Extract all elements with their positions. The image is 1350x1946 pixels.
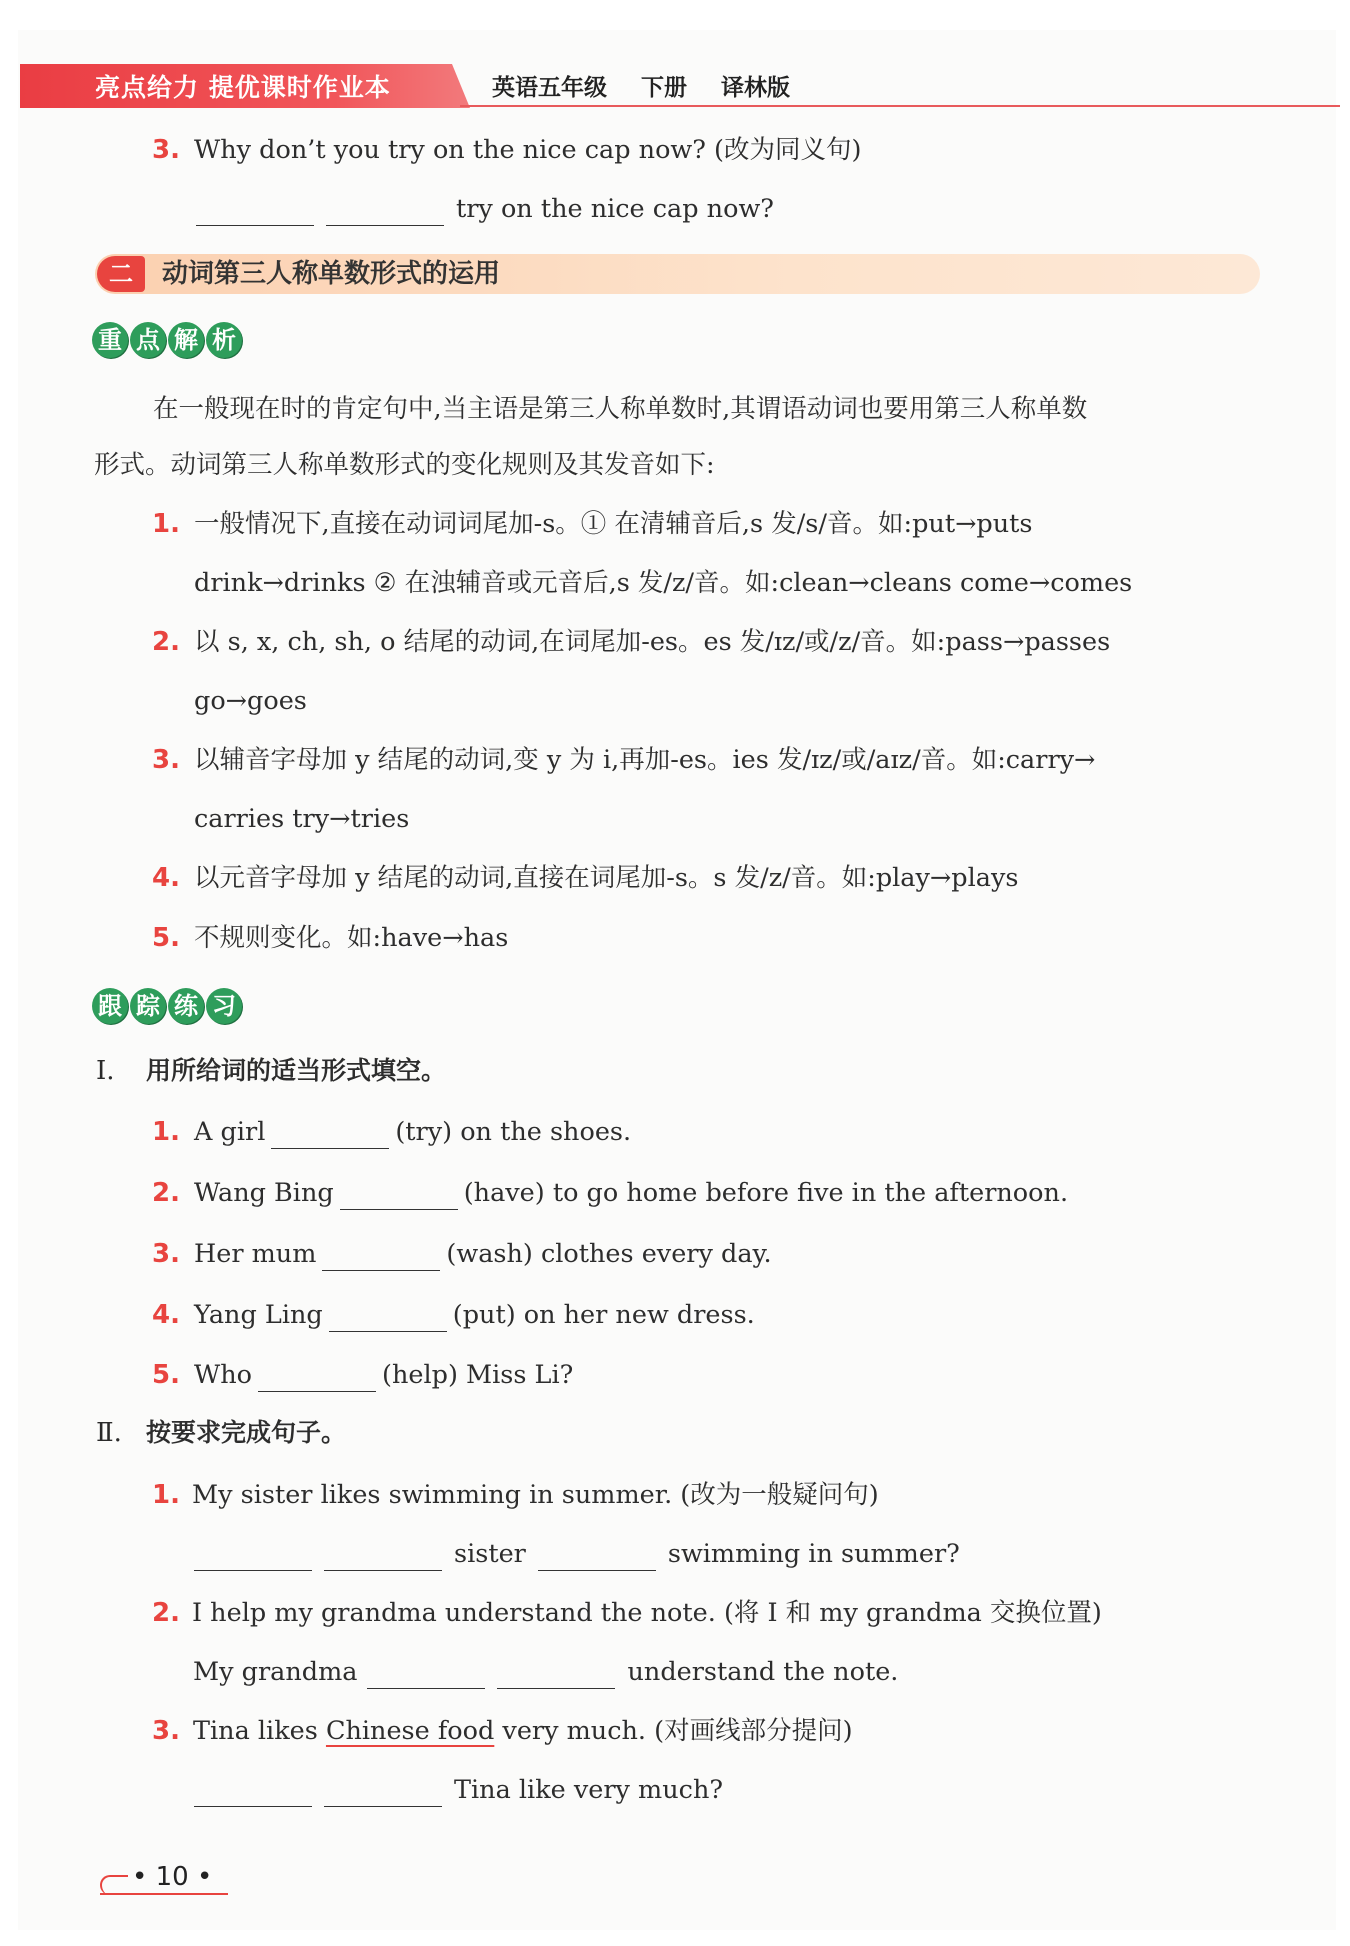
exercise-text: (help) Miss Li? [382, 1360, 574, 1390]
exercise-line [194, 1358, 573, 1392]
exercise-text: My grandma [193, 1657, 358, 1687]
exercise-text: Yang Ling [194, 1300, 323, 1330]
exercise-line [194, 1298, 755, 1332]
exercise-line [194, 1237, 772, 1271]
exercise-line [194, 1176, 1068, 1210]
practice-label-char: 习 [206, 988, 242, 1024]
practice-label-char: 踪 [130, 988, 166, 1024]
answer-blank[interactable] [497, 1658, 615, 1689]
exercise-line [194, 1115, 631, 1149]
exercise-text: Who [194, 1360, 252, 1390]
exercise-answer-line [188, 1773, 723, 1807]
rule-number: 4. [152, 863, 180, 893]
top-item-question: Why don’t you try on the nice cap now? (改为同义句) [194, 135, 862, 165]
rule-text: 一般情况下,直接在动词词尾加-s。① 在清辅音后,s 发/s/音。如:put→puts [194, 509, 1033, 539]
rule-text: 以元音字母加 y 结尾的动词,直接在词尾加-s。s 发/z/音。如:play→plays [194, 863, 1019, 893]
exercise-number: 4. [152, 1300, 180, 1330]
exercise-text: Her mum [194, 1239, 317, 1269]
practice-label [92, 988, 242, 1026]
header-edition: 译林版 [721, 75, 791, 101]
key-label-char: 解 [168, 322, 204, 358]
key-label-char: 析 [206, 322, 242, 358]
exercise-number: 1. [152, 1480, 180, 1510]
exercise-text: understand the note. [627, 1657, 899, 1687]
rule-number: 2. [152, 627, 180, 657]
top-item-answer-tail: try on the nice cap now? [456, 194, 774, 224]
underlined-phrase: Chinese food [325, 1716, 495, 1746]
practice-label-char: 练 [168, 988, 204, 1024]
header-subject: 英语五年级 [492, 75, 607, 101]
exercise-number: 3. [152, 1716, 180, 1746]
exercise-answer-line [188, 1537, 960, 1571]
exercise-text: (have) to go home before five in the afternoon. [463, 1178, 1069, 1208]
header-series-title: 亮点给力 提优课时作业本 [95, 73, 391, 102]
part2-title: 按要求完成句子。 [146, 1418, 347, 1447]
header-rule [460, 105, 1340, 107]
answer-blank[interactable] [258, 1361, 376, 1392]
rule-text: drink→drinks ② 在浊辅音或元音后,s 发/z/音。如:clean→cleans come→comes [194, 568, 1133, 598]
rule-text: carries try→tries [194, 804, 410, 834]
answer-blank[interactable] [329, 1301, 447, 1332]
part2-roman: Ⅱ. [96, 1418, 122, 1448]
part1-roman: Ⅰ. [96, 1056, 115, 1086]
answer-blank[interactable] [538, 1540, 656, 1571]
exercise-question [193, 1714, 853, 1748]
header-book-info [492, 68, 816, 108]
rule-text: 不规则变化。如:have→has [194, 923, 509, 953]
exercise-number: 2. [152, 1178, 180, 1208]
answer-blank[interactable] [324, 1776, 442, 1807]
exercise-number: 1. [152, 1117, 180, 1147]
answer-blank[interactable] [324, 1540, 442, 1571]
key-label-char: 重 [92, 322, 128, 358]
practice-label-char: 跟 [92, 988, 128, 1024]
rule-number: 3. [152, 745, 180, 775]
intro-line-2: 形式。动词第三人称单数形式的变化规则及其发音如下: [94, 450, 715, 480]
rule-text: 以 s, x, ch, sh, o 结尾的动词,在词尾加-es。es 发/ɪz/或/z/音。如:pass→passes [194, 627, 1111, 657]
intro-line-1: 在一般现在时的肯定句中,当主语是第三人称单数时,其谓语动词也要用第三人称单数 [153, 394, 1088, 424]
section-badge: 二 [97, 256, 145, 292]
key-points-label [92, 322, 242, 360]
exercise-text: (wash) clothes every day. [446, 1239, 772, 1269]
exercise-text: Wang Bing [194, 1178, 334, 1208]
rule-number: 5. [152, 923, 180, 953]
exercise-number: 2. [152, 1598, 180, 1628]
page-number: • 10 • [132, 1862, 213, 1892]
footer-ornament [100, 1875, 128, 1895]
section-title: 动词第三人称单数形式的运用 [162, 259, 501, 289]
part1-title: 用所给词的适当形式填空。 [146, 1056, 447, 1085]
header-volume: 下册 [641, 75, 688, 101]
top-item-answer-line [190, 192, 774, 226]
exercise-answer-line [193, 1655, 898, 1689]
rule-number: 1. [152, 509, 180, 539]
answer-blank[interactable] [271, 1118, 389, 1149]
answer-blank[interactable] [194, 1776, 312, 1807]
exercise-question: I help my grandma understand the note. (将 I 和 my grandma 交换位置) [192, 1598, 1102, 1628]
answer-blank[interactable] [196, 195, 314, 226]
rule-text: 以辅音字母加 y 结尾的动词,变 y 为 i,再加-es。ies 发/ɪz/或/aɪz/音。如:carry→ [194, 745, 1096, 775]
exercise-text: A girl [194, 1117, 266, 1147]
exercise-text: very much. (对画线部分提问) [494, 1716, 853, 1746]
answer-blank[interactable] [367, 1658, 485, 1689]
exercise-number: 3. [152, 1239, 180, 1269]
exercise-number: 5. [152, 1360, 180, 1390]
page-sheet [18, 30, 1336, 1930]
answer-blank[interactable] [340, 1179, 458, 1210]
exercise-text: (put) on her new dress. [452, 1300, 755, 1330]
answer-blank[interactable] [194, 1540, 312, 1571]
exercise-text: (try) on the shoes. [395, 1117, 632, 1147]
answer-blank[interactable] [326, 195, 444, 226]
top-item-number: 3. [152, 135, 180, 165]
exercise-question: My sister likes swimming in summer. (改为一般疑问句) [192, 1480, 879, 1510]
exercise-text: sister [454, 1539, 526, 1569]
answer-blank[interactable] [322, 1240, 440, 1271]
exercise-text: Tina likes [193, 1716, 326, 1746]
key-label-char: 点 [130, 322, 166, 358]
exercise-text: Tina like very much? [454, 1775, 724, 1805]
rule-text: go→goes [194, 686, 307, 716]
exercise-text: swimming in summer? [667, 1539, 960, 1569]
